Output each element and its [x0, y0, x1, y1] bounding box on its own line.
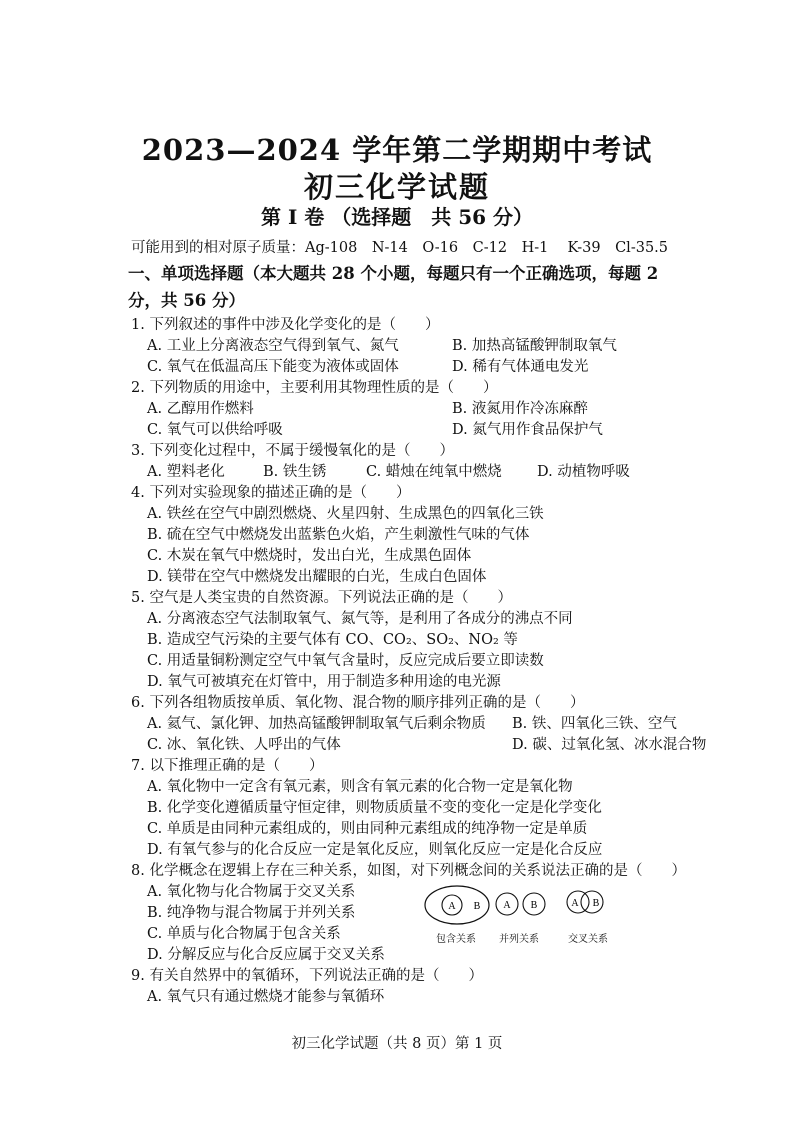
parallel-diagram [496, 893, 545, 915]
question-8-option-a: A. 氧化物与化合物属于交叉关系 [147, 884, 356, 900]
question-4-option-d: D. 镁带在空气中燃烧发出耀眼的白光，生成白色固体 [147, 569, 487, 585]
question-2-option-a: A. 乙醇用作燃料 [147, 401, 254, 417]
question-6-option-c: C. 冰、氧化铁、人呼出的气体 [147, 737, 341, 753]
parallel-b-letter: B [530, 900, 538, 911]
question-1-option-a: A. 工业上分离液态空气得到氧气、氮气 [147, 338, 399, 354]
intersection-diagram [567, 891, 603, 913]
question-2-option-c: C. 氧气可以供给呼吸 [147, 422, 283, 438]
question-8-option-c: C. 单质与化合物属于包含关系 [147, 926, 341, 942]
inclusion-label: 包含关系 [436, 934, 476, 945]
question-1-option-c: C. 氧气在低温高压下能变为液体或固体 [147, 359, 399, 375]
inclusion-a-letter: A [448, 901, 456, 912]
question-3-option-c: C. 蜡烛在纯氧中燃烧 [366, 464, 502, 480]
question-1-option-d: D. 稀有气体通电发光 [452, 359, 589, 375]
question-5-option-a: A. 分离液态空气法制取氧气、氮气等，是利用了各成分的沸点不同 [147, 611, 573, 627]
question-9-option-a: A. 氧气只有通过燃烧才能参与氧循环 [147, 989, 385, 1005]
intersection-a-letter: A [571, 898, 579, 909]
question-8-option-b: B. 纯净物与混合物属于并列关系 [147, 905, 356, 921]
question-6-stem: 6. 下列各组物质按单质、氧化物、混合物的顺序排列正确的是（ ） [131, 695, 585, 711]
question-2-option-b: B. 液氮用作冷冻麻醉 [452, 401, 588, 417]
question-4-option-c: C. 木炭在氧气中燃烧时，发出白光，生成黑色固体 [147, 548, 472, 564]
question-5-stem: 5. 空气是人类宝贵的自然资源。下列说法正确的是（ ） [131, 590, 512, 606]
intersection-b-letter: B [592, 898, 600, 909]
exam-title: 2023—2024 学年第二学期期中考试 [141, 133, 653, 167]
question-8-stem: 8. 化学概念在逻辑上存在三种关系，如图，对下列概念间的关系说法正确的是（ ） [131, 863, 686, 879]
question-3-stem: 3. 下列变化过程中，不属于缓慢氧化的是（ ） [131, 443, 454, 459]
intersection-label: 交叉关系 [568, 934, 608, 945]
parallel-label: 并列关系 [499, 934, 539, 945]
question-6-option-a: A. 氦气、氯化钾、加热高锰酸钾制取氧气后剩余物质 [147, 716, 486, 732]
atomic-masses: 可能用到的相对原子质量：Ag-108 N-14 O-16 C-12 H-1 K-39 Cl-35.5 [131, 240, 669, 256]
question-7-stem: 7. 以下推理正确的是（ ） [131, 758, 324, 774]
part1-heading-cont: 分，共 56 分） [128, 291, 245, 310]
parallel-a-letter: A [503, 900, 511, 911]
question-6-option-b: B. 铁、四氧化三铁、空气 [512, 716, 677, 732]
inclusion-diagram [425, 886, 489, 924]
question-2-stem: 2. 下列物质的用途中，主要利用其物理性质的是（ ） [131, 380, 498, 396]
question-3-option-a: A. 塑料老化 [147, 464, 225, 480]
question-7-option-b: B. 化学变化遵循质量守恒定律，则物质质量不变的变化一定是化学变化 [147, 800, 602, 816]
question-7-option-a: A. 氧化物中一定含有氧元素，则含有氧元素的化合物一定是氧化物 [147, 779, 573, 795]
question-3-option-b: B. 铁生锈 [263, 464, 327, 480]
question-9-stem: 9. 有关自然界中的氧循环，下列说法正确的是（ ） [131, 968, 483, 984]
question-1-option-b: B. 加热高锰酸钾制取氧气 [452, 338, 617, 354]
question-4-option-a: A. 铁丝在空气中剧烈燃烧、火星四射、生成黑色的四氧化三铁 [147, 506, 544, 522]
question-6-option-d: D. 碳、过氧化氢、冰水混合物 [512, 737, 707, 753]
question-7-option-d: D. 有氧气参与的化合反应一定是氧化反应，则氧化反应一定是化合反应 [147, 842, 603, 858]
question-4-option-b: B. 硫在空气中燃烧发出蓝紫色火焰，产生刺激性气味的气体 [147, 527, 530, 543]
question-4-stem: 4. 下列对实验现象的描述正确的是（ ） [131, 485, 411, 501]
part1-heading: 一、单项选择题（本大题共 28 个小题，每题只有一个正确选项，每题 2 [128, 264, 659, 283]
exam-subject-title: 初三化学试题 [303, 170, 490, 204]
concept-relationship-diagram [420, 880, 620, 930]
inclusion-b-letter: B [473, 901, 481, 912]
question-8-option-d: D. 分解反应与化合反应属于交叉关系 [147, 947, 385, 963]
question-2-option-d: D. 氮气用作食品保护气 [452, 422, 603, 438]
question-7-option-c: C. 单质是由同种元素组成的，则由同种元素组成的纯净物一定是单质 [147, 821, 588, 837]
question-5-option-d: D. 氧气可被填充在灯管中，用于制造多种用途的电光源 [147, 674, 501, 690]
section-title: 第 I 卷 （选择题 共 56 分） [260, 205, 533, 229]
question-5-option-b: B. 造成空气污染的主要气体有 CO、CO₂、SO₂、NO₂ 等 [147, 632, 518, 648]
page-footer: 初三化学试题（共 8 页）第 1 页 [291, 1036, 503, 1052]
question-5-option-c: C. 用适量铜粉测定空气中氧气含量时，反应完成后要立即读数 [147, 653, 544, 669]
question-1-stem: 1. 下列叙述的事件中涉及化学变化的是（ ） [131, 317, 440, 333]
question-3-option-d: D. 动植物呼吸 [537, 464, 630, 480]
